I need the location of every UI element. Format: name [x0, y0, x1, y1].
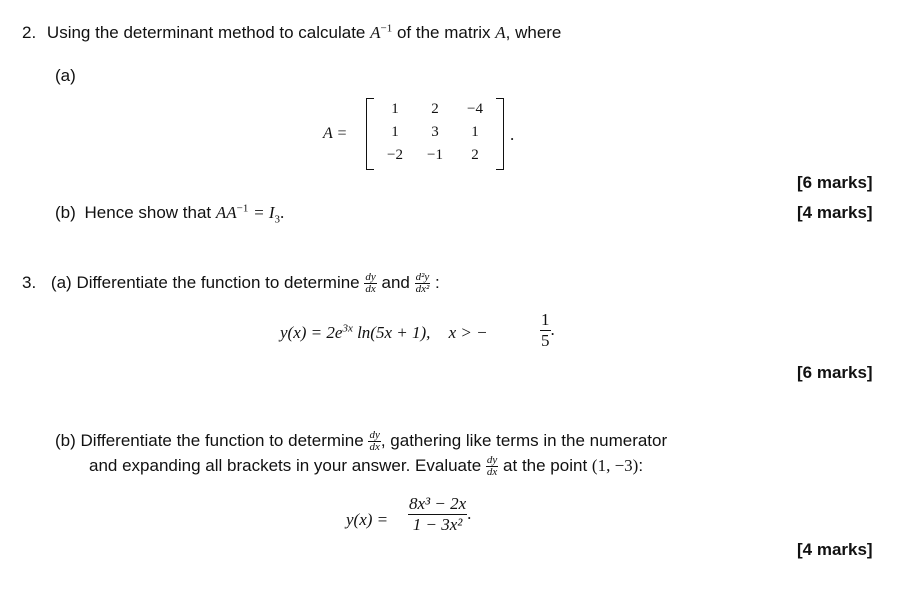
- matrix-row: [375, 144, 495, 167]
- matrix-cell: 3: [431, 124, 439, 140]
- matrix-cell: 1: [391, 124, 399, 140]
- q2a-marks: [6 marks]: [797, 173, 873, 192]
- q3-part-b-line2: and expanding all brackets in your answer. Evaluate $\frac{dy}{dx}$ at the point (1, −3):: [89, 454, 644, 478]
- matrix-cell: −4: [467, 101, 483, 117]
- dy-dx-fraction: $\frac{dy}{dx}$: [365, 271, 376, 295]
- q3-part-b-line1: (b) Differentiate the function to determine $\frac{dy}{dx}$ , gathering like terms in the numerator: [55, 429, 668, 453]
- q3b-equation-lhs: y(x) =: [346, 510, 389, 529]
- matrix-lhs: A =: [323, 125, 348, 142]
- matrix-right-bracket: [496, 98, 504, 170]
- matrix-left-bracket: [366, 98, 374, 170]
- matrix-cell: 1: [471, 124, 479, 140]
- q2b-marks: [4 marks]: [797, 203, 873, 222]
- matrix-cell: −1: [427, 147, 443, 163]
- matrix-cell: 2: [471, 147, 479, 163]
- q3a-condition-fraction: $\frac{1}{5}$ .: [541, 310, 555, 350]
- q2-part-a-label: (a): [55, 66, 76, 85]
- matrix-dot: .: [510, 125, 515, 144]
- dy-dx-fraction: $\frac{dy}{dx}$: [369, 429, 380, 453]
- q3-number: 3.: [22, 272, 37, 292]
- matrix-table: [375, 98, 495, 167]
- q2-intro: 2. Using the determinant method to calculate $A^{-1}$ of the matrix A, where: [22, 22, 562, 42]
- matrix-A: [366, 98, 504, 170]
- d2y-dx2-fraction: $\frac{\text{d²y}}{\text{dx²}}$: [415, 271, 430, 295]
- q3a-marks: [6 marks]: [797, 363, 873, 382]
- matrix-cell: 2: [431, 101, 439, 117]
- q2-number: 2.: [22, 23, 37, 42]
- dy-dx-fraction: $\frac{dy}{dx}$: [486, 454, 498, 478]
- matrix-cell: 1: [391, 101, 399, 117]
- matrix-row: [375, 121, 495, 144]
- q2-part-b: (b) Hence show that $AA^{-1} = I_3$.: [55, 202, 285, 226]
- q3b-marks: [4 marks]: [797, 540, 873, 559]
- q3-part-a: 3. (a) Differentiate the function to determine $\frac{dy}{dx}$ and $\frac{\text{d²y}}{\text{dx²}}$ :: [22, 271, 440, 295]
- matrix-cell: −2: [387, 147, 403, 163]
- q3a-equation: $y(x) = 2e^{3x}$ ln(5x + 1), x > −: [280, 322, 488, 342]
- q3b-equation-fraction: $\frac{\text{8x³ − 2x}}{\text{1 − 3x²}}$ .: [409, 494, 472, 534]
- matrix-row: [375, 98, 495, 121]
